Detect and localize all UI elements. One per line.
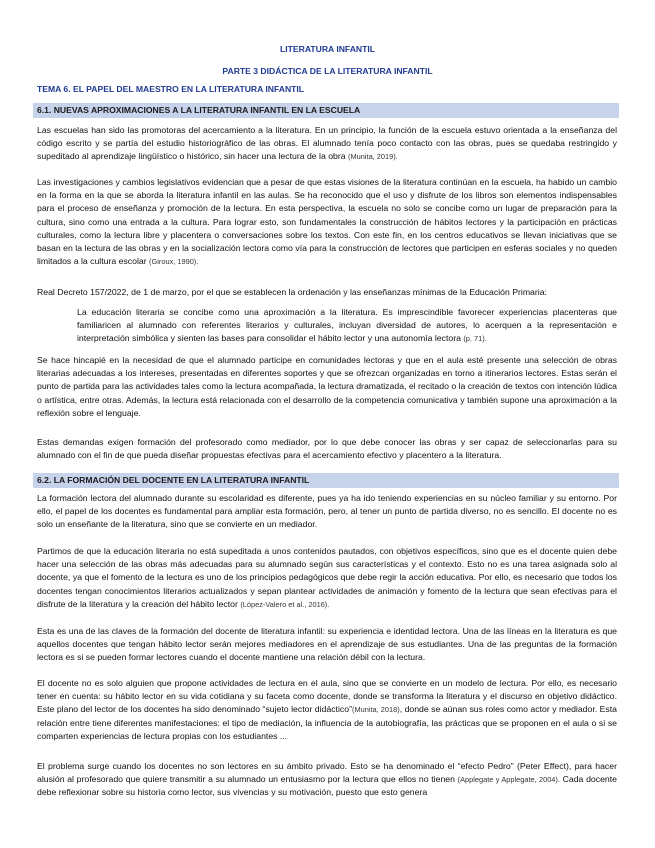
paragraph: Real Decreto 157/2022, de 1 de marzo, por el que se establecen la ordenación y las enseñanzas mínimas de la Educación Primaria: xyxy=(37,287,547,297)
citation: (p. 71). xyxy=(463,334,487,344)
paragraph: El problema surge cuando los docentes no son lectores en su ámbito privado. Esto se ha denominado el “efecto Pedro” (Peter Effect), para hacer alusión al profesorado que quiere transmitir a su alumnado un entusiasmo por la lectura que ellos no tienen (Applegate y Applegate, 2004). Cada docente debe reflexionar sobre su historia como lector, sus vivencias y su motivación, puesto que esto genera xyxy=(37,761,617,798)
paragraph: La formación lectora del alumnado durante su escolaridad es diferente, pues ya ha ido teniendo experiencias en su núcleo familiar y su entorno. Por ello, el papel de los docentes es fundamental para ampliar esta formación, pero, al tener un punto de partida diverso, no es sencillo. El docente no es solo un enseñante de la literatura, sino que se convierte en un mediador. xyxy=(37,493,617,530)
section-heading-text: 6.1. NUEVAS APROXIMACIONES A LA LITERATURA INFANTIL EN LA ESCUELA xyxy=(37,105,361,115)
citation: (Munita, 2018) xyxy=(351,705,400,715)
paragraph: Esta es una de las claves de la formación del docente de literatura infantil: su experiencia e identidad lectora. Una de las líneas en la literatura es que aquellos docentes que tengan hábito lector serán mejores mediadores en el aprendizaje de sus estudiantes. Una de las preguntas de la formación lectora es si se pueden formar lectores cuando el docente mantiene una relación débil con la lectura. xyxy=(37,626,617,663)
paragraph: Partimos de que la educación literaria no está supeditada a unos contenidos pautados, con objetivos específicos, sino que es el docente quien debe hacer una selección de las obras más adecuadas para su alumnado según sus características y el contexto. Esto no es una tarea asignada solo al docente, ya que el fomento de la lectura es uno de los principios pedagógicos que debe regir la acción educativa. Por ello, es necesario que todos los docentes tengan conocimientos literarios actualizados y sepan plantear actividades de animación y fomento de la lectura que sean efectivas para el disfrute de la literatura y la creación del hábito lector (López-Valero et al., 2016). xyxy=(37,546,617,609)
citation: (López-Valero et al., 2016). xyxy=(240,599,330,609)
citation: (Munita, 2019). xyxy=(348,152,398,162)
citation: (Applegate y Applegate, 2004). xyxy=(457,775,560,785)
part-title: PARTE 3 DIDÁCTICA DE LA LITERATURA INFANTIL xyxy=(222,66,433,76)
section-heading-text: 6.2. LA FORMACIÓN DEL DOCENTE EN LA LITERATURA INFANTIL xyxy=(37,475,310,485)
paragraph: Las investigaciones y cambios legislativos evidencian que a pesar de que estas visiones de la literatura continúan en la escuela, ha habido un cambio en la forma en la que se aborda la literatura infantil en las aulas. Se ha reconocido que el uso y disfrute de los libros son elementos indispensables para el proceso de enseñanza y promoción de la lectura. En esta perspectiva, la escuela no solo se concibe como un lugar de preparación para la cultura, sino como una entrada a la cultura. Para lograr esto, son fundamentales la construcción de hábitos lectores y la participación en prácticas culturales, como la lectura libre y placentera o conversaciones sobre los textos. Con este fin, en los centros educativos se llevan iniciativas que se basan en la lectura de las obras y en la socialización lectora como vía para la construcción de lectores que participen en esferas sociales y no queden limitados a la cultura escolar (Giroux, 1990). xyxy=(37,177,617,267)
paragraph: Estas demandas exigen formación del profesorado como mediador, por lo que debe conocer las obras y ser capaz de seleccionarlas para su alumnado con el fin de que pueda diseñar propuestas efectivas para el acercamiento efectivo y placentero a la literatura. xyxy=(37,437,617,461)
paragraph: Las escuelas han sido las promotoras del acercamiento a la literatura. En un principio, la función de la escuela estuvo orientada a la enseñanza del código escrito y se partía del estudio historiográfico de las obras. El alumnado tenía poco contacto con las obras, pues se quedaba restringido y supeditado al aprendizaje lingüístico o histórico, sin hacer una lectura de la obra (Munita, 2019). xyxy=(37,125,617,162)
section-heading-6-2 xyxy=(33,473,619,488)
section-heading-6-1 xyxy=(33,103,619,118)
document-title: LITERATURA INFANTIL xyxy=(280,44,375,54)
paragraph: El docente no es solo alguien que propone actividades de lectura en el aula, sino que se convierte en un modelo de lectura. Por ello, es necesario tener en cuenta: su hábito lector en su vida cotidiana y su faceta como docente, donde se transforma la literatura y el discurso en objetivo didáctico. Este plano del lector de los docentes ha sido denominado “sujeto lector didáctico”(Munita, 2018), donde se aúnan sus roles como actor y mediador. Esta relación entre tiene diferentes manifestaciones: el tipo de mediación, la influencia de la autobiografía, las prácticas que se proponen en el aula o si se comparten experiencias de lectura propias con los estudiantes ... xyxy=(37,678,618,741)
citation: (Giroux, 1990). xyxy=(149,257,199,267)
topic-title: TEMA 6. EL PAPEL DEL MAESTRO EN LA LITERATURA INFANTIL xyxy=(37,84,305,94)
block-quote: La educación literaria se concibe como una aproximación a la literatura. Es imprescindible favorecer experiencias placenteras que familiaricen al alumnado con referentes literarios y culturales, incluyan diversidad de autores, lo acerquen a la representación e interpretación simbólica y sienten las bases para consolidar el hábito lector y una autonomía lectora (p. 71). xyxy=(77,307,617,344)
paragraph: Se hace hincapié en la necesidad de que el alumnado participe en comunidades lectoras y que en el aula esté presente una selección de obras literarias adecuadas a los intereses, presentadas en diferentes soportes y que se ofrezcan organizadas en torno a itinerarios lectores. Estas serán el punto de partida para las actividades tales como la lectura acompañada, la lectura dramatizada, el recitado o la creación de textos con intención lúdica o artística, entre otras. Además, la lectura está relacionada con el desarrollo de la competencia comunicativa y también supone una aproximación a la reflexión sobre el lenguaje. xyxy=(37,355,617,418)
